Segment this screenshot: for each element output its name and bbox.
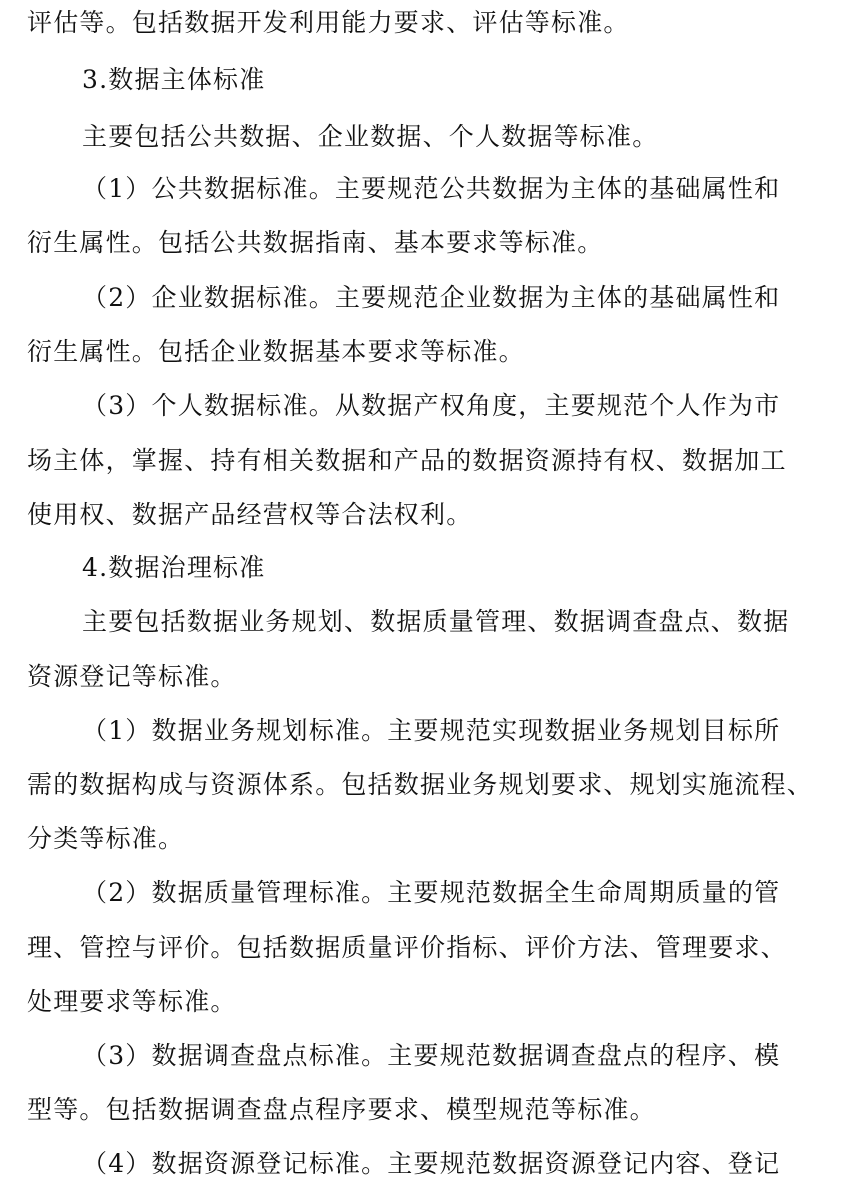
text-line: 衍生属性。包括公共数据指南、基本要求等标准。: [27, 228, 604, 257]
section-heading-3: 3.数据主体标准: [82, 65, 266, 94]
text-line: （2）数据质量管理标准。主要规范数据全生命周期质量的管: [82, 878, 781, 907]
text-line: 资源登记等标准。: [27, 662, 237, 691]
text-line: 场主体，掌握、持有相关数据和产品的数据资源持有权、数据加工: [27, 446, 787, 475]
text-line: 主要包括公共数据、企业数据、个人数据等标准。: [82, 122, 659, 151]
section-heading-4: 4.数据治理标准: [82, 553, 266, 582]
text-line: 型等。包括数据调查盘点程序要求、模型规范等标准。: [27, 1095, 656, 1124]
text-line: 需的数据构成与资源体系。包括数据业务规划要求、规划实施流程、: [27, 770, 814, 799]
text-line: （2）企业数据标准。主要规范企业数据为主体的基础属性和: [82, 283, 781, 312]
text-line: （1）公共数据标准。主要规范公共数据为主体的基础属性和: [82, 174, 781, 203]
text-line: 评估等。包括数据开发利用能力要求、评估等标准。: [27, 8, 630, 37]
text-line: （3）数据调查盘点标准。主要规范数据调查盘点的程序、模: [82, 1041, 781, 1070]
text-line: 处理要求等标准。: [27, 987, 237, 1016]
text-line: （4）数据资源登记标准。主要规范数据资源登记内容、登记: [82, 1149, 781, 1178]
text-line: 主要包括数据业务规划、数据质量管理、数据调查盘点、数据: [82, 607, 790, 636]
text-line: 衍生属性。包括企业数据基本要求等标准。: [27, 337, 525, 366]
text-line: 理、管控与评价。包括数据质量评价指标、评价方法、管理要求、: [27, 933, 787, 962]
text-line: （3）个人数据标准。从数据产权角度，主要规范个人作为市: [82, 391, 781, 420]
text-line: 使用权、数据产品经营权等合法权利。: [27, 500, 473, 529]
text-line: （1）数据业务规划标准。主要规范实现数据业务规划目标所: [82, 716, 781, 745]
text-line: 分类等标准。: [27, 824, 185, 853]
